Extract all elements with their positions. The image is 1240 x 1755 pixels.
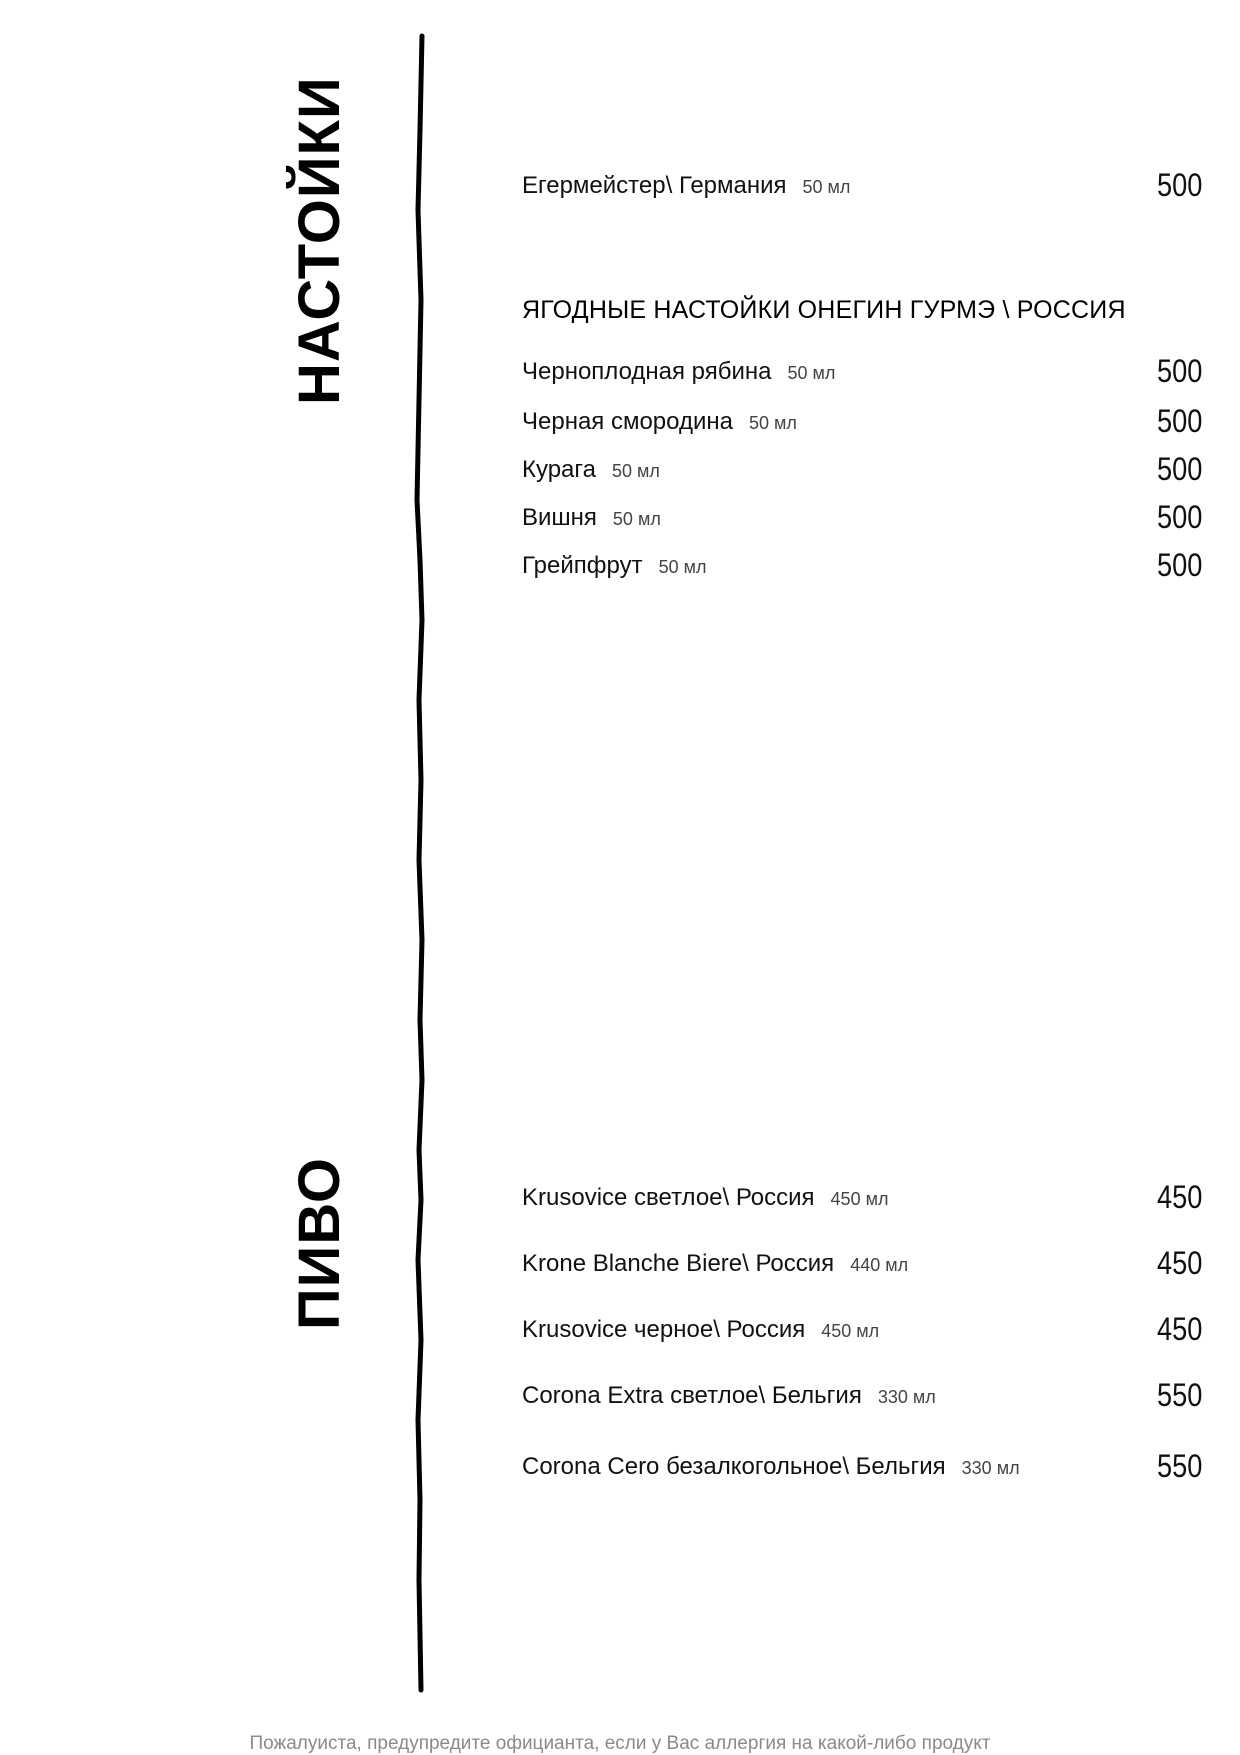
- menu-item-row: [522, 352, 1202, 392]
- item-price: 500: [1156, 403, 1202, 439]
- menu-item-row: [522, 1244, 1202, 1284]
- item-volume: 330 мл: [877, 1387, 936, 1407]
- item-volume: 50 мл: [611, 461, 660, 481]
- allergy-notice-footer: Пожалуиста, предупредите официанта, если у Вас аллергия на какой-либо продукт: [249, 1733, 991, 1754]
- item-name: Черная смородина 50 мл: [522, 408, 797, 435]
- item-price: 500: [1156, 167, 1202, 203]
- item-price: 500: [1156, 353, 1202, 389]
- menu-item-row: [522, 402, 1202, 442]
- item-price: 500: [1156, 451, 1202, 487]
- item-name: Курага 50 мл: [522, 456, 660, 483]
- item-price: 450: [1156, 1311, 1202, 1347]
- item-volume: 50 мл: [612, 509, 661, 529]
- item-volume: 450 мл: [830, 1189, 889, 1209]
- menu-item-row: [522, 1376, 1202, 1416]
- item-name: Krone Blanche Biere\ Россия 440 мл: [522, 1250, 909, 1277]
- item-volume: 330 мл: [961, 1458, 1020, 1478]
- item-volume: 50 мл: [787, 363, 836, 383]
- menu-item-row: [522, 450, 1202, 490]
- menu-item-row: [522, 1178, 1202, 1218]
- item-name: Черноплодная рябина 50 мл: [522, 358, 836, 385]
- menu-item-row: [522, 166, 1202, 206]
- item-name: Krusovice светлое\ Россия 450 мл: [522, 1184, 889, 1211]
- item-name: Вишня 50 мл: [522, 504, 661, 531]
- item-volume: 50 мл: [802, 177, 851, 197]
- item-name: Corona Cero безалкогольное\ Бельгия 330 мл: [522, 1453, 1020, 1480]
- menu-item-row: [522, 498, 1202, 538]
- item-volume: 50 мл: [658, 557, 707, 577]
- item-volume: 50 мл: [748, 413, 797, 433]
- item-name: Егермейстер\ Германия 50 мл: [522, 172, 851, 199]
- item-volume: 440 мл: [850, 1255, 909, 1275]
- item-volume: 450 мл: [821, 1321, 880, 1341]
- item-price: 500: [1156, 547, 1202, 583]
- item-price: 500: [1156, 499, 1202, 535]
- subsection-heading: ЯГОДНЫЕ НАСТОЙКИ ОНЕГИН ГУРМЭ \ РОССИЯ: [522, 296, 1126, 324]
- item-name: Corona Extra светлое\ Бельгия 330 мл: [522, 1382, 936, 1409]
- item-price: 550: [1156, 1448, 1202, 1484]
- item-price: 550: [1156, 1377, 1202, 1413]
- menu-item-row: [522, 1447, 1202, 1487]
- item-name: Грейпфрут 50 мл: [522, 552, 707, 579]
- menu-item-row: [522, 1310, 1202, 1350]
- menu-item-row: [522, 546, 1202, 586]
- item-price: 450: [1156, 1179, 1202, 1215]
- item-name: Krusovice черное\ Россия 450 мл: [522, 1316, 880, 1343]
- item-price: 450: [1156, 1245, 1202, 1281]
- section-title-nastoyki: НАСТОЙКИ: [287, 76, 352, 405]
- section-title-pivo: ПИВО: [287, 1157, 352, 1330]
